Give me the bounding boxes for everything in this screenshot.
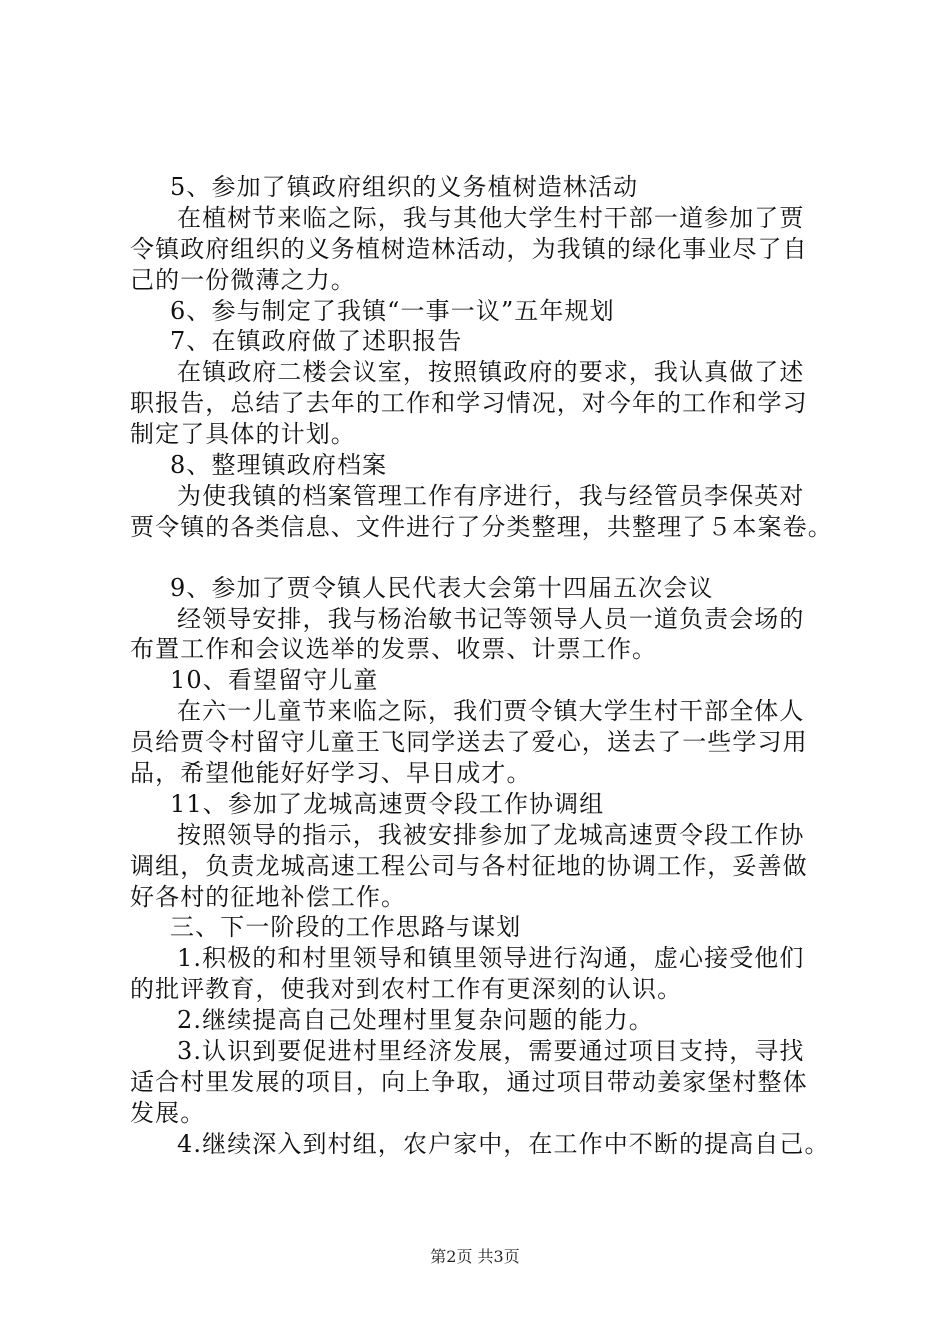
section-heading-11: 11、参加了龙城高速贾令段工作协调组 xyxy=(170,789,605,818)
section-heading-8: 8、整理镇政府档案 xyxy=(170,451,388,480)
paragraph-line: 发展。 xyxy=(130,1098,206,1127)
section-heading-7: 7、在镇政府做了述职报告 xyxy=(170,327,463,356)
paragraph-line: 的批评教育，使我对到农村工作有更深刻的认识。 xyxy=(130,975,683,1004)
paragraph-line: 在植树节来临之际，我与其他大学生村干部一道参加了贾 xyxy=(177,203,805,232)
paragraph-line: 令镇政府组织的义务植树造林活动，为我镇的绿化事业尽了自 xyxy=(130,234,808,263)
paragraph-line: 调组，负责龙城高速工程公司与各村征地的协调工作，妥善做 xyxy=(130,851,808,880)
paragraph-line: 在镇政府二楼会议室，按照镇政府的要求，我认真做了述 xyxy=(177,358,805,387)
paragraph-line: 制定了具体的计划。 xyxy=(130,420,356,449)
paragraph-line: 在六一儿童节来临之际，我们贾令镇大学生村干部全体人 xyxy=(177,697,805,726)
list-item-3: 3.认识到要促进村里经济发展，需要通过项目支持，寻找 xyxy=(177,1037,805,1066)
paragraph-line: 贾令镇的各类信息、文件进行了分类整理，共整理了５本案卷。 xyxy=(130,512,833,541)
paragraph-line: 适合村里发展的项目，向上争取，通过项目带动姜家堡村整体 xyxy=(130,1067,808,1096)
paragraph-line: 己的一份微薄之力。 xyxy=(130,265,356,294)
section-heading-next-phase: 三、下一阶段的工作思路与谋划 xyxy=(170,913,522,942)
paragraph-line: 品，希望他能好好学习、早日成才。 xyxy=(130,759,532,788)
list-item-1: 1.积极的和村里领导和镇里领导进行沟通，虚心接受他们 xyxy=(177,944,805,973)
paragraph-line: 员给贾令村留守儿童王飞同学送去了爱心，送去了一些学习用 xyxy=(130,728,808,757)
paragraph-line: 经领导安排，我与杨治敏书记等领导人员一道负责会场的 xyxy=(177,604,805,633)
section-heading-6: 6、参与制定了我镇“一事一议”五年规划 xyxy=(170,296,615,325)
section-heading-9: 9、参加了贾令镇人民代表大会第十四届五次会议 xyxy=(170,573,714,602)
section-heading-5: 5、参加了镇政府组织的义务植树造林活动 xyxy=(170,173,639,201)
section-heading-10: 10、看望留守儿童 xyxy=(170,666,379,695)
list-item-2: 2.继续提高自己处理村里复杂问题的能力。 xyxy=(177,1006,654,1035)
paragraph-line: 按照领导的指示，我被安排参加了龙城高速贾令段工作协 xyxy=(177,820,805,849)
paragraph-line: 职报告，总结了去年的工作和学习情况，对今年的工作和学习 xyxy=(130,389,808,418)
page-footer: 第2页 共3页 xyxy=(430,1247,520,1266)
paragraph-line: 为使我镇的档案管理工作有序进行，我与经管员李保英对 xyxy=(177,481,805,510)
paragraph-line: 好各村的征地补偿工作。 xyxy=(130,882,407,911)
list-item-4: 4.继续深入到村组，农户家中，在工作中不断的提高自己。 xyxy=(177,1129,830,1158)
document-body xyxy=(130,172,836,1160)
paragraph-spacer xyxy=(130,543,836,573)
paragraph-line: 布置工作和会议选举的发票、收票、计票工作。 xyxy=(130,635,658,664)
